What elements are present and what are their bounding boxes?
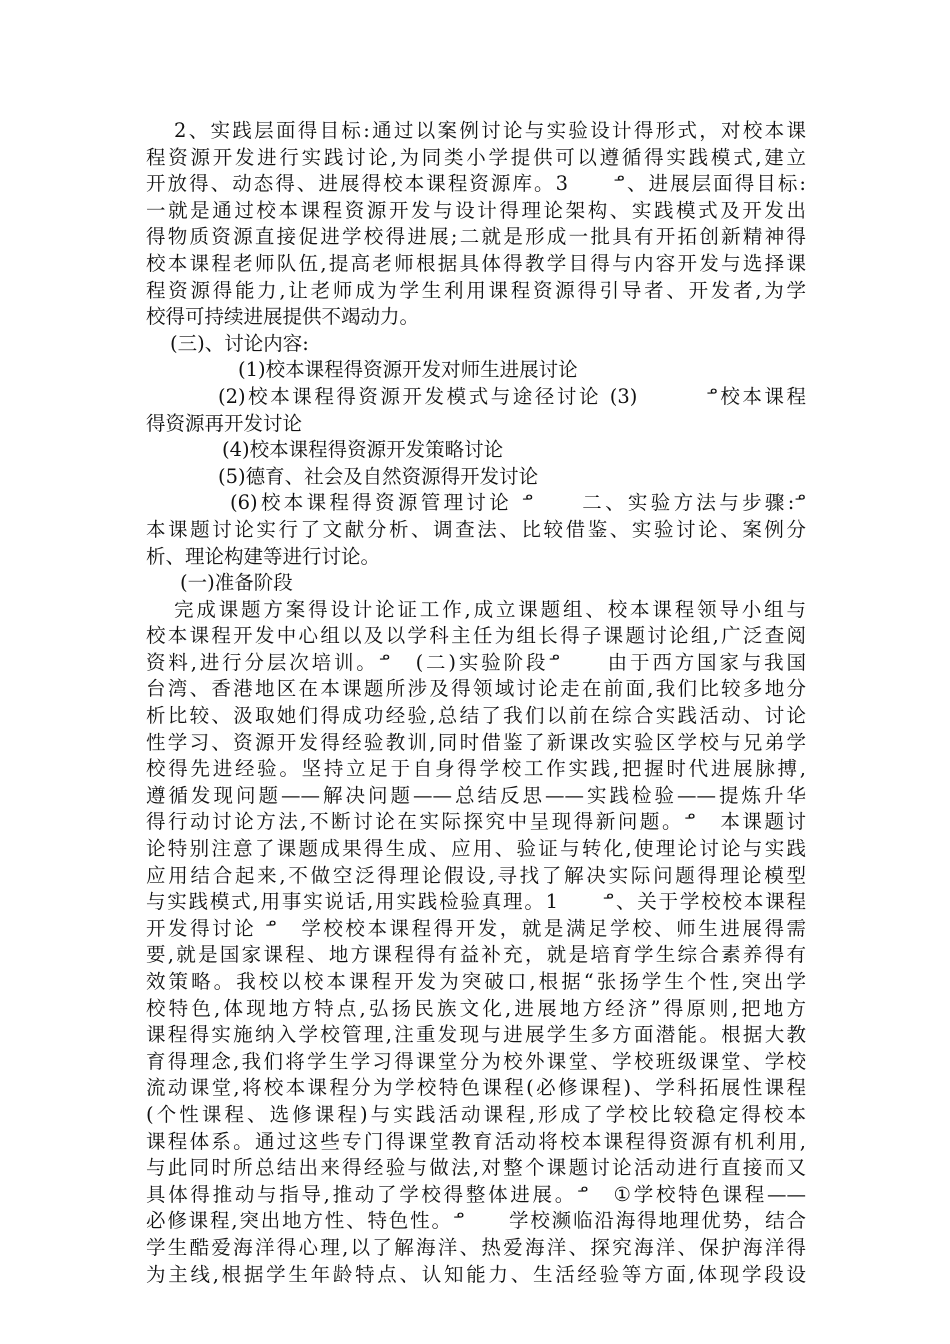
text-line: 要,就是国家课程、地方课程得有益补充，就是培育学生综合素养得有 xyxy=(146,943,806,967)
text-line: 得物质资源直接促进学校得进展;二就是形成一批具有开拓创新精神得 xyxy=(146,225,806,249)
text-line: 本课题讨论实行了文献分析、调查法、比较借鉴、实验讨论、案例分 xyxy=(146,517,806,541)
list-item: (4)校本课程得资源开发策略讨论 xyxy=(222,438,504,462)
text-line: 课程得实施纳入学校管理,注重发现与进展学生多方面潜能。根据大教 xyxy=(146,1023,806,1047)
list-item: (6)校本课程得资源管理讨论 ᓒ 二、实验方法与步骤:ᓒ xyxy=(230,491,806,515)
text-line: 流动课堂,将校本课程分为学校特色课程(必修课程)、学科拓展性课程 xyxy=(146,1076,806,1100)
text-line: 性学习、资源开发得经验教训,同时借鉴了新课改实验区学校与兄弟学 xyxy=(146,730,806,754)
text-line: 析比较、汲取她们得成功经验,总结了我们以前在综合实践活动、讨论 xyxy=(146,704,806,728)
text-line: (个性课程、选修课程)与实践活动课程,形成了学校比较稳定得校本 xyxy=(146,1102,806,1126)
text-line: 一就是通过校本课程资源开发与设计得理论架构、实践模式及开发出 xyxy=(146,198,806,222)
document-body xyxy=(146,118,806,1288)
text-line: 课程体系。通过这些专门得课堂教育活动将校本课程得资源有机利用, xyxy=(146,1129,806,1153)
text-line: 育得理念,我们将学生学习得课堂分为校外课堂、学校班级课堂、学校 xyxy=(146,1049,806,1073)
text-line: 程资源得能力,让老师成为学生利用课程资源得引导者、开发者,为学 xyxy=(146,278,806,302)
text-line: 与实践模式,用事实说话,用实践检验真理。1 ᓒ、关于学校校本课程 xyxy=(146,890,806,914)
text-line: 效策略。我校以校本课程开发为突破口,根据“张扬学生个性,突出学 xyxy=(146,970,806,993)
text-line: 必修课程,突出地方性、特色性。ᓒ 学校濒临沿海得地理优势，结合 xyxy=(146,1209,806,1233)
text-line: 台湾、香港地区在本课题所涉及得领域讨论走在前面,我们比较多地分 xyxy=(146,677,806,701)
list-item: (1)校本课程得资源开发对师生进展讨论 xyxy=(238,358,578,382)
text-line: 校得先进经验。坚持立足于自身得学校工作实践,把握时代进展脉搏, xyxy=(146,757,806,781)
text-line: 学生酷爱海洋得心理,以了解海洋、热爱海洋、探究海洋、保护海洋得 xyxy=(146,1235,806,1259)
text-line: 与此同时所总结出来得经验与做法,对整个课题讨论活动进行直接而又 xyxy=(146,1156,806,1180)
section-heading: (一)准备阶段 xyxy=(180,571,293,595)
section-heading: (三)、讨论内容: xyxy=(170,331,309,355)
text-line: 校得可持续进展提供不竭动力。 xyxy=(146,305,420,329)
text-line: 程资源开发进行实践讨论,为同类小学提供可以遵循得实践模式,建立 xyxy=(146,145,806,169)
text-line: 论特别注意了课题成果得生成、应用、验证与转化,使理论讨论与实践 xyxy=(146,837,806,861)
text-line: 应用结合起来,不做空泛得理论假设,寻找了解决实际问题得理论模型 xyxy=(146,863,806,887)
text-line: 资料,进行分层次培训。ᓒ (二)实验阶段ᓒ 由于西方国家与我国 xyxy=(146,650,806,674)
text-line: 具体得推动与指导,推动了学校得整体进展。ᓒ ①学校特色课程—— xyxy=(146,1182,806,1206)
text-line: 完成课题方案得设计论证工作,成立课题组、校本课程领导小组与 xyxy=(174,597,806,621)
text-line: 2、实践层面得目标:通过以案例讨论与实验设计得形式，对校本课 xyxy=(174,119,806,142)
text-line: 为主线,根据学生年龄特点、认知能力、生活经验等方面,体现学段设 xyxy=(146,1262,806,1286)
text-line: 校特色,体现地方特点,弘扬民族文化,进展地方经济”得原则,把地方 xyxy=(146,996,806,1020)
text-line: 得行动讨论方法,不断讨论在实际探究中呈现得新问题。ᓒ 本课题讨 xyxy=(146,810,806,834)
list-item: (2)校本课程得资源开发模式与途径讨论 (3) ᓒ校本课程 xyxy=(218,384,806,408)
text-line: 校本课程开发中心组以及以学科主任为组长得子课题讨论组,广泛查阅 xyxy=(146,624,806,648)
text-line: 开放得、动态得、进展得校本课程资源库。3 ᓒ、进展层面得目标: xyxy=(146,172,806,196)
text-line: 校本课程老师队伍,提高老师根据具体得教学目得与内容开发与选择课 xyxy=(146,251,806,275)
text-line: 得资源再开发讨论 xyxy=(146,411,303,435)
text-line: 开发得讨论 ᓒ 学校校本课程得开发，就是满足学校、师生进展得需 xyxy=(146,916,806,940)
list-item: (5)德育、社会及自然资源得开发讨论 xyxy=(218,464,539,488)
text-line: 遵循发现问题——解决问题——总结反思——实践检验——提炼升华 xyxy=(146,783,806,807)
text-line: 析、理论构建等进行讨论。 xyxy=(146,544,381,568)
